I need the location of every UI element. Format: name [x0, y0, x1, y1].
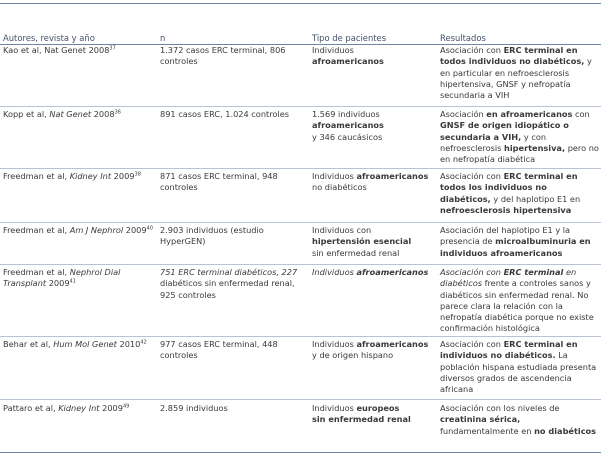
row7-author: Pattaro et al, Kidney Int 2009$^{49}$ [3, 403, 130, 413]
row7-results: Asociación con los niveles de creatinina sérica, fundamentalmente en no diabéticos [440, 403, 597, 436]
row3-results: Asociación con ERC terminal en todos los individuos no diabéticos, y del haplotipo E1 en nefroesclerosis hipertensiva [440, 171, 581, 215]
row6-results: Asociación con ERC terminal en individuos no diabéticos. La población hispana estudiada presenta diversos grados de ascendencia africana [440, 339, 597, 395]
row4-results: Asociación del haplotipo E1 y la presencia de microalbuminuria en individuos afroamericanos [440, 225, 591, 258]
header-authors: Autores, revista y año [3, 33, 95, 43]
row5-n: 751 ERC terminal diabéticos, 227 diabéticos sin enfermedad renal, 925 controles [160, 267, 298, 300]
row-divider [0, 264, 601, 265]
row-divider [0, 106, 601, 107]
row1-n: 1.372 casos ERC terminal, 806 controles [160, 45, 286, 67]
row-divider [0, 222, 601, 223]
row1-results: Asociación con ERC terminal en todos individuos no diabéticos, y en particular en nefroesclerosis hipertensiva, GNSF y nefropatía secundaria a VIH [440, 45, 592, 101]
row6-author: Behar et al, Hum Mol Genet 2010$^{42}$ [3, 339, 147, 349]
row4-patients: Individuos con hipertensión esencial sin enfermedad renal [312, 225, 412, 258]
table-top-rule [0, 3, 601, 4]
row3-author: Freedman et al, Kidney Int 2009$^{38}$ [3, 171, 141, 181]
row6-patients: Individuos afroamericanos y de origen hispano [312, 339, 429, 361]
table-bottom-rule [0, 452, 601, 453]
row5-results: Asociación con ERC terminal en diabéticos frente a controles sanos y diabéticos sin enfermedad renal. No parece clara la relación con la nefropatía diabética porque no existe confirmación histológica [440, 267, 594, 334]
row-divider [0, 399, 601, 400]
row2-results: Asociación en afroamericanos con GNSF de origen idiopático o secundaria a VIH, y con nefroesclerosis hipertensiva, pero no en nefropatía diabética [440, 109, 599, 165]
row4-author: Freedman et al, Am J Nephrol 2009$^{40}$ [3, 225, 153, 235]
row4-n: 2.903 individuos (estudio HyperGEN) [160, 225, 264, 247]
row2-n: 891 casos ERC, 1.024 controles [160, 109, 289, 119]
row2-author: Kopp et al, Nat Genet 2008$^{36}$ [3, 109, 121, 119]
row1-patients: Individuos afroamericanos [312, 45, 384, 67]
header-results: Resultados [440, 33, 486, 43]
row7-patients: Individuos europeos sin enfermedad renal [312, 403, 411, 425]
row-divider [0, 336, 601, 337]
row7-n: 2.859 individuos [160, 403, 228, 413]
row1-author: Kao et al, Nat Genet 2008$^{37}$ [3, 45, 116, 55]
row3-patients: Individuos afroamericanos no diabéticos [312, 171, 429, 193]
header-n: n [160, 33, 166, 43]
row2-patients: 1.569 individuos afroamericanos y 346 caucásicos [312, 109, 384, 142]
row5-author: Freedman et al, Nephrol Dial Transplant 2009$^{41}$ [3, 267, 121, 289]
row6-n: 977 casos ERC terminal, 448 controles [160, 339, 278, 361]
row3-n: 871 casos ERC terminal, 948 controles [160, 171, 278, 193]
header-patients: Tipo de pacientes [312, 33, 387, 43]
row-divider [0, 168, 601, 169]
row5-patients: Individuos afroamericanos [312, 267, 429, 277]
